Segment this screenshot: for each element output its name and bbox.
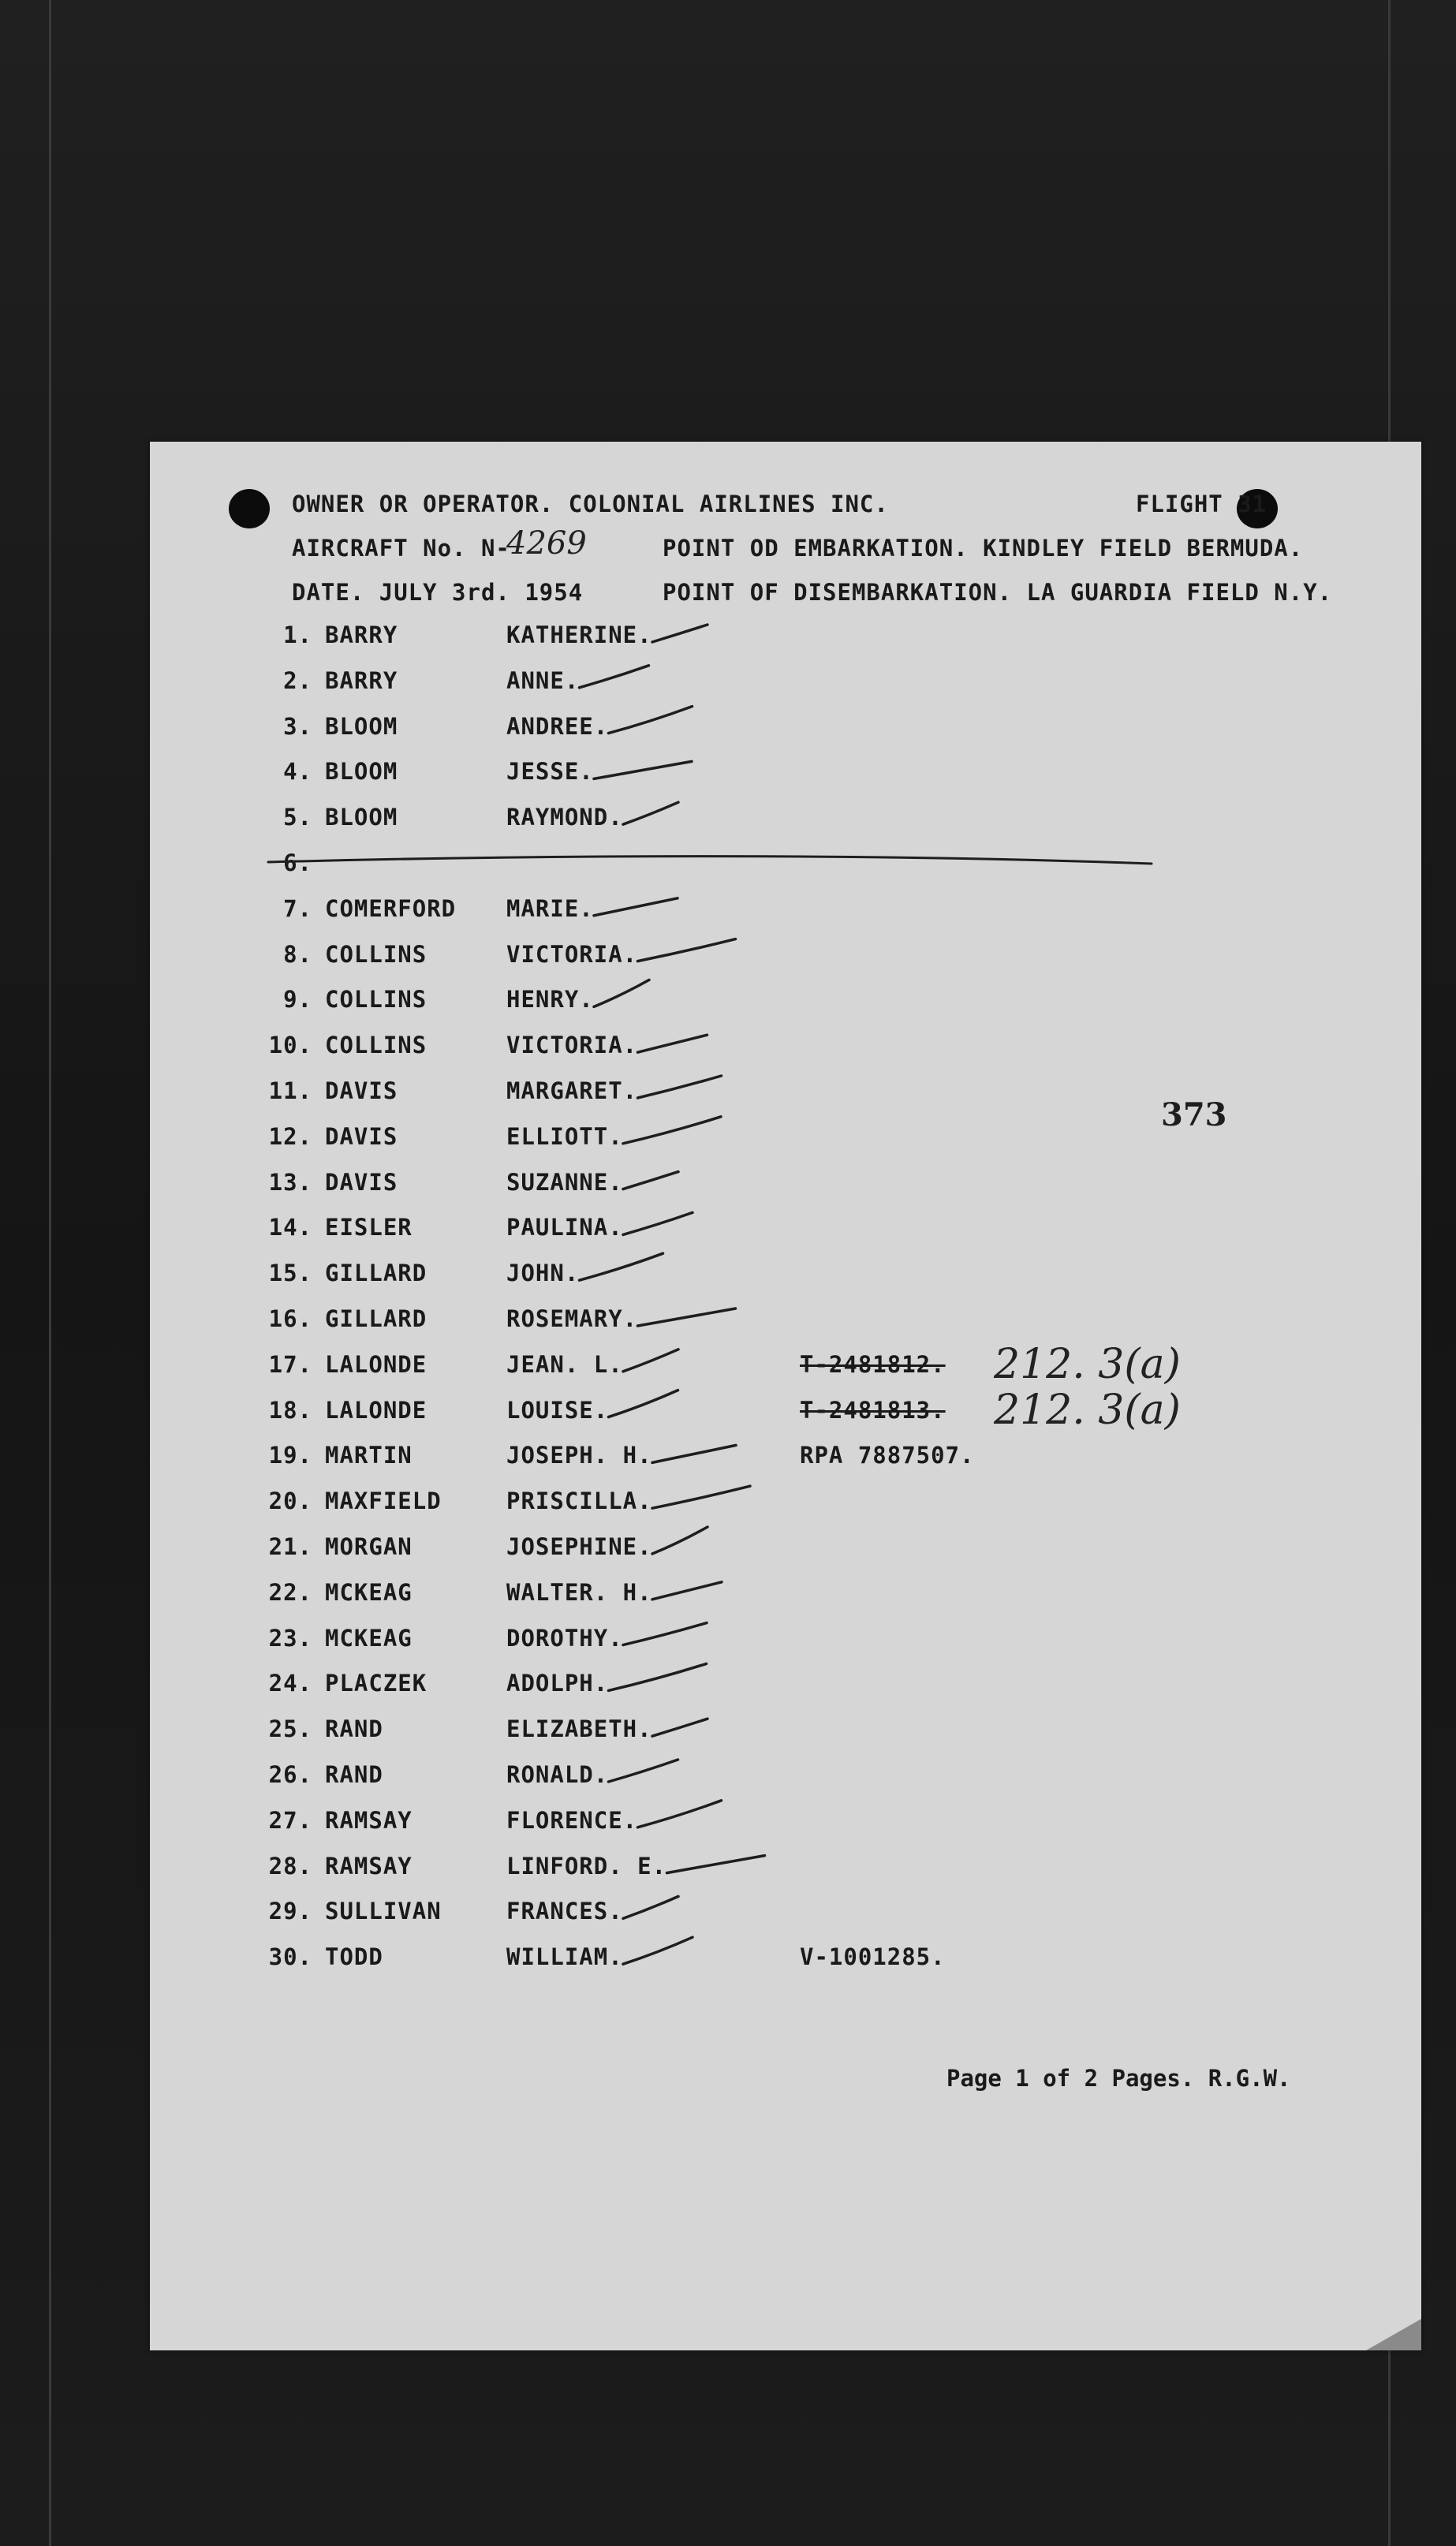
passenger-given-name: FRANCES. bbox=[506, 1898, 623, 1925]
passenger-number: 7. bbox=[283, 894, 312, 922]
passenger-number: 16. bbox=[268, 1305, 312, 1332]
passenger-surname: PLACZEK bbox=[325, 1670, 427, 1697]
passenger-number: 18. bbox=[268, 1396, 312, 1424]
passenger-given-name: SUZANNE. bbox=[506, 1168, 623, 1196]
passenger-number: 19. bbox=[268, 1442, 312, 1469]
passenger-row bbox=[150, 1943, 1421, 1988]
passenger-given-name: WILLIAM. bbox=[506, 1943, 623, 1971]
punch-hole-left bbox=[229, 489, 270, 528]
passenger-given-name: ROSEMARY. bbox=[506, 1305, 638, 1332]
passenger-number: 25. bbox=[268, 1715, 312, 1743]
handwritten-note-17: 212. 3(a) bbox=[994, 1341, 1181, 1388]
passenger-surname: RAND bbox=[325, 1761, 383, 1788]
passenger-surname: MARTIN bbox=[325, 1442, 413, 1469]
passenger-row bbox=[150, 895, 1421, 939]
passenger-row bbox=[150, 1853, 1421, 1897]
passenger-row bbox=[150, 1898, 1421, 1942]
passenger-surname: BLOOM bbox=[325, 758, 398, 786]
passenger-given-name: LINFORD. E. bbox=[506, 1852, 667, 1880]
owner-operator-line: OWNER OR OPERATOR. COLONIAL AIRLINES INC. bbox=[292, 491, 889, 517]
date-line: DATE. JULY 3rd. 1954 bbox=[292, 579, 584, 606]
passenger-row bbox=[150, 804, 1421, 848]
passenger-number: 9. bbox=[283, 986, 312, 1014]
passenger-number: 27. bbox=[268, 1806, 312, 1834]
passenger-given-name: PAULINA. bbox=[506, 1214, 623, 1241]
passenger-row bbox=[150, 1442, 1421, 1486]
passenger-row bbox=[150, 1260, 1421, 1304]
passenger-row bbox=[150, 1305, 1421, 1350]
passenger-number: 3. bbox=[283, 712, 312, 740]
passenger-number: 10. bbox=[268, 1032, 312, 1059]
passenger-number: 15. bbox=[268, 1260, 312, 1287]
aircraft-number: 4269 bbox=[506, 525, 587, 562]
passenger-number: 20. bbox=[268, 1488, 312, 1515]
passenger-row bbox=[150, 849, 1421, 894]
passenger-row bbox=[150, 1169, 1421, 1213]
passenger-row bbox=[150, 986, 1421, 1030]
passenger-surname: MCKEAG bbox=[325, 1578, 413, 1606]
passenger-surname: COMERFORD bbox=[325, 894, 457, 922]
passenger-surname: SULLIVAN bbox=[325, 1898, 442, 1925]
passenger-given-name: ELIZABETH. bbox=[506, 1715, 652, 1743]
passenger-given-name: RONALD. bbox=[506, 1761, 609, 1788]
passenger-number: 21. bbox=[268, 1533, 312, 1560]
page-stamp-number: 373 bbox=[1161, 1096, 1227, 1133]
passenger-surname: RAMSAY bbox=[325, 1852, 413, 1880]
passenger-number: 28. bbox=[268, 1852, 312, 1880]
passenger-row bbox=[150, 1488, 1421, 1532]
passenger-number: 6. bbox=[283, 849, 312, 876]
passenger-given-name: JEAN. L. bbox=[506, 1350, 623, 1378]
passenger-surname: COLLINS bbox=[325, 986, 427, 1014]
passenger-row bbox=[150, 758, 1421, 802]
passenger-given-name: VICTORIA. bbox=[506, 1032, 638, 1059]
passenger-number: 17. bbox=[268, 1350, 312, 1378]
passenger-surname: GILLARD bbox=[325, 1305, 427, 1332]
passenger-surname: BLOOM bbox=[325, 712, 398, 740]
passenger-row bbox=[150, 667, 1421, 711]
passenger-row bbox=[150, 1579, 1421, 1623]
passenger-given-name: ANDREE. bbox=[506, 712, 609, 740]
passenger-number: 30. bbox=[268, 1943, 312, 1971]
passenger-number: 24. bbox=[268, 1670, 312, 1697]
passenger-number: 5. bbox=[283, 804, 312, 831]
passenger-surname: DAVIS bbox=[325, 1122, 398, 1150]
embarkation-point: POINT OD EMBARKATION. KINDLEY FIELD BERMUDA. bbox=[663, 535, 1304, 562]
passenger-surname: MAXFIELD bbox=[325, 1488, 442, 1515]
passenger-given-name: JESSE. bbox=[506, 758, 594, 786]
passenger-given-name: HENRY. bbox=[506, 986, 594, 1014]
passenger-given-name: RAYMOND. bbox=[506, 804, 623, 831]
passenger-number: 14. bbox=[268, 1214, 312, 1241]
passenger-surname: BARRY bbox=[325, 622, 398, 648]
passenger-row bbox=[150, 1625, 1421, 1669]
passenger-row bbox=[150, 1214, 1421, 1258]
passenger-row bbox=[150, 1351, 1421, 1395]
passenger-row bbox=[150, 1397, 1421, 1441]
passenger-document-number: RPA 7887507. bbox=[800, 1442, 975, 1469]
passenger-surname: GILLARD bbox=[325, 1260, 427, 1287]
passenger-surname: MORGAN bbox=[325, 1533, 413, 1560]
passenger-surname: LALONDE bbox=[325, 1350, 427, 1378]
passenger-row bbox=[150, 622, 1421, 666]
passenger-number: 23. bbox=[268, 1624, 312, 1652]
passenger-given-name: JOHN. bbox=[506, 1260, 580, 1287]
disembarkation-point: POINT OF DISEMBARKATION. LA GUARDIA FIELD N.Y. bbox=[663, 579, 1333, 606]
passenger-row bbox=[150, 1715, 1421, 1760]
handwritten-note-18: 212. 3(a) bbox=[994, 1387, 1181, 1434]
page-footer-note: Page 1 of 2 Pages. R.G.W. bbox=[946, 2065, 1291, 2092]
passenger-number: 29. bbox=[268, 1898, 312, 1925]
passenger-number: 26. bbox=[268, 1761, 312, 1788]
passenger-row bbox=[150, 1032, 1421, 1076]
passenger-surname: LALONDE bbox=[325, 1396, 427, 1424]
passenger-given-name: ADOLPH. bbox=[506, 1670, 609, 1697]
passenger-given-name: KATHERINE. bbox=[506, 622, 652, 648]
passenger-surname: BLOOM bbox=[325, 804, 398, 831]
passenger-number: 22. bbox=[268, 1578, 312, 1606]
film-edge-left bbox=[49, 0, 51, 2546]
passenger-number: 1. bbox=[283, 622, 312, 648]
passenger-document-number: V-1001285. bbox=[800, 1943, 946, 1971]
passenger-surname: DAVIS bbox=[325, 1077, 398, 1104]
passenger-row bbox=[150, 941, 1421, 985]
passenger-surname: COLLINS bbox=[325, 1032, 427, 1059]
passenger-surname: RAMSAY bbox=[325, 1806, 413, 1834]
passenger-number: 13. bbox=[268, 1168, 312, 1196]
passenger-number: 2. bbox=[283, 666, 312, 694]
passenger-given-name: DOROTHY. bbox=[506, 1624, 623, 1652]
passenger-given-name: WALTER. H. bbox=[506, 1578, 652, 1606]
passenger-row bbox=[150, 1761, 1421, 1805]
passenger-given-name: MARIE. bbox=[506, 894, 594, 922]
flight-label: FLIGHT 31 bbox=[1136, 491, 1267, 517]
aircraft-label: AIRCRAFT No. N- bbox=[292, 535, 510, 562]
passenger-given-name: FLORENCE. bbox=[506, 1806, 638, 1834]
passenger-surname: BARRY bbox=[325, 666, 398, 694]
passenger-number: 11. bbox=[268, 1077, 312, 1104]
passenger-given-name: VICTORIA. bbox=[506, 940, 638, 968]
passenger-given-name: MARGARET. bbox=[506, 1077, 638, 1104]
passenger-surname: COLLINS bbox=[325, 940, 427, 968]
passenger-number: 12. bbox=[268, 1122, 312, 1150]
passenger-row bbox=[150, 1077, 1421, 1122]
passenger-given-name: JOSEPHINE. bbox=[506, 1533, 652, 1560]
passenger-surname: TODD bbox=[325, 1943, 383, 1971]
passenger-surname: DAVIS bbox=[325, 1168, 398, 1196]
passenger-row bbox=[150, 1807, 1421, 1851]
passenger-surname: EISLER bbox=[325, 1214, 413, 1241]
folded-corner bbox=[1366, 2319, 1421, 2350]
passenger-row bbox=[150, 1533, 1421, 1577]
passenger-given-name: ANNE. bbox=[506, 666, 580, 694]
passenger-number: 8. bbox=[283, 940, 312, 968]
passenger-row bbox=[150, 1123, 1421, 1167]
passenger-row bbox=[150, 713, 1421, 757]
passenger-number: 4. bbox=[283, 758, 312, 786]
passenger-document-number: T-2481813. bbox=[800, 1396, 946, 1424]
passenger-given-name: LOUISE. bbox=[506, 1396, 609, 1424]
passenger-given-name: PRISCILLA. bbox=[506, 1488, 652, 1515]
manifest-page bbox=[150, 442, 1421, 2350]
passenger-surname: MCKEAG bbox=[325, 1624, 413, 1652]
passenger-document-number: T-2481812. bbox=[800, 1350, 946, 1378]
passenger-surname: RAND bbox=[325, 1715, 383, 1743]
passenger-given-name: JOSEPH. H. bbox=[506, 1442, 652, 1469]
passenger-row bbox=[150, 1670, 1421, 1714]
passenger-given-name: ELLIOTT. bbox=[506, 1122, 623, 1150]
